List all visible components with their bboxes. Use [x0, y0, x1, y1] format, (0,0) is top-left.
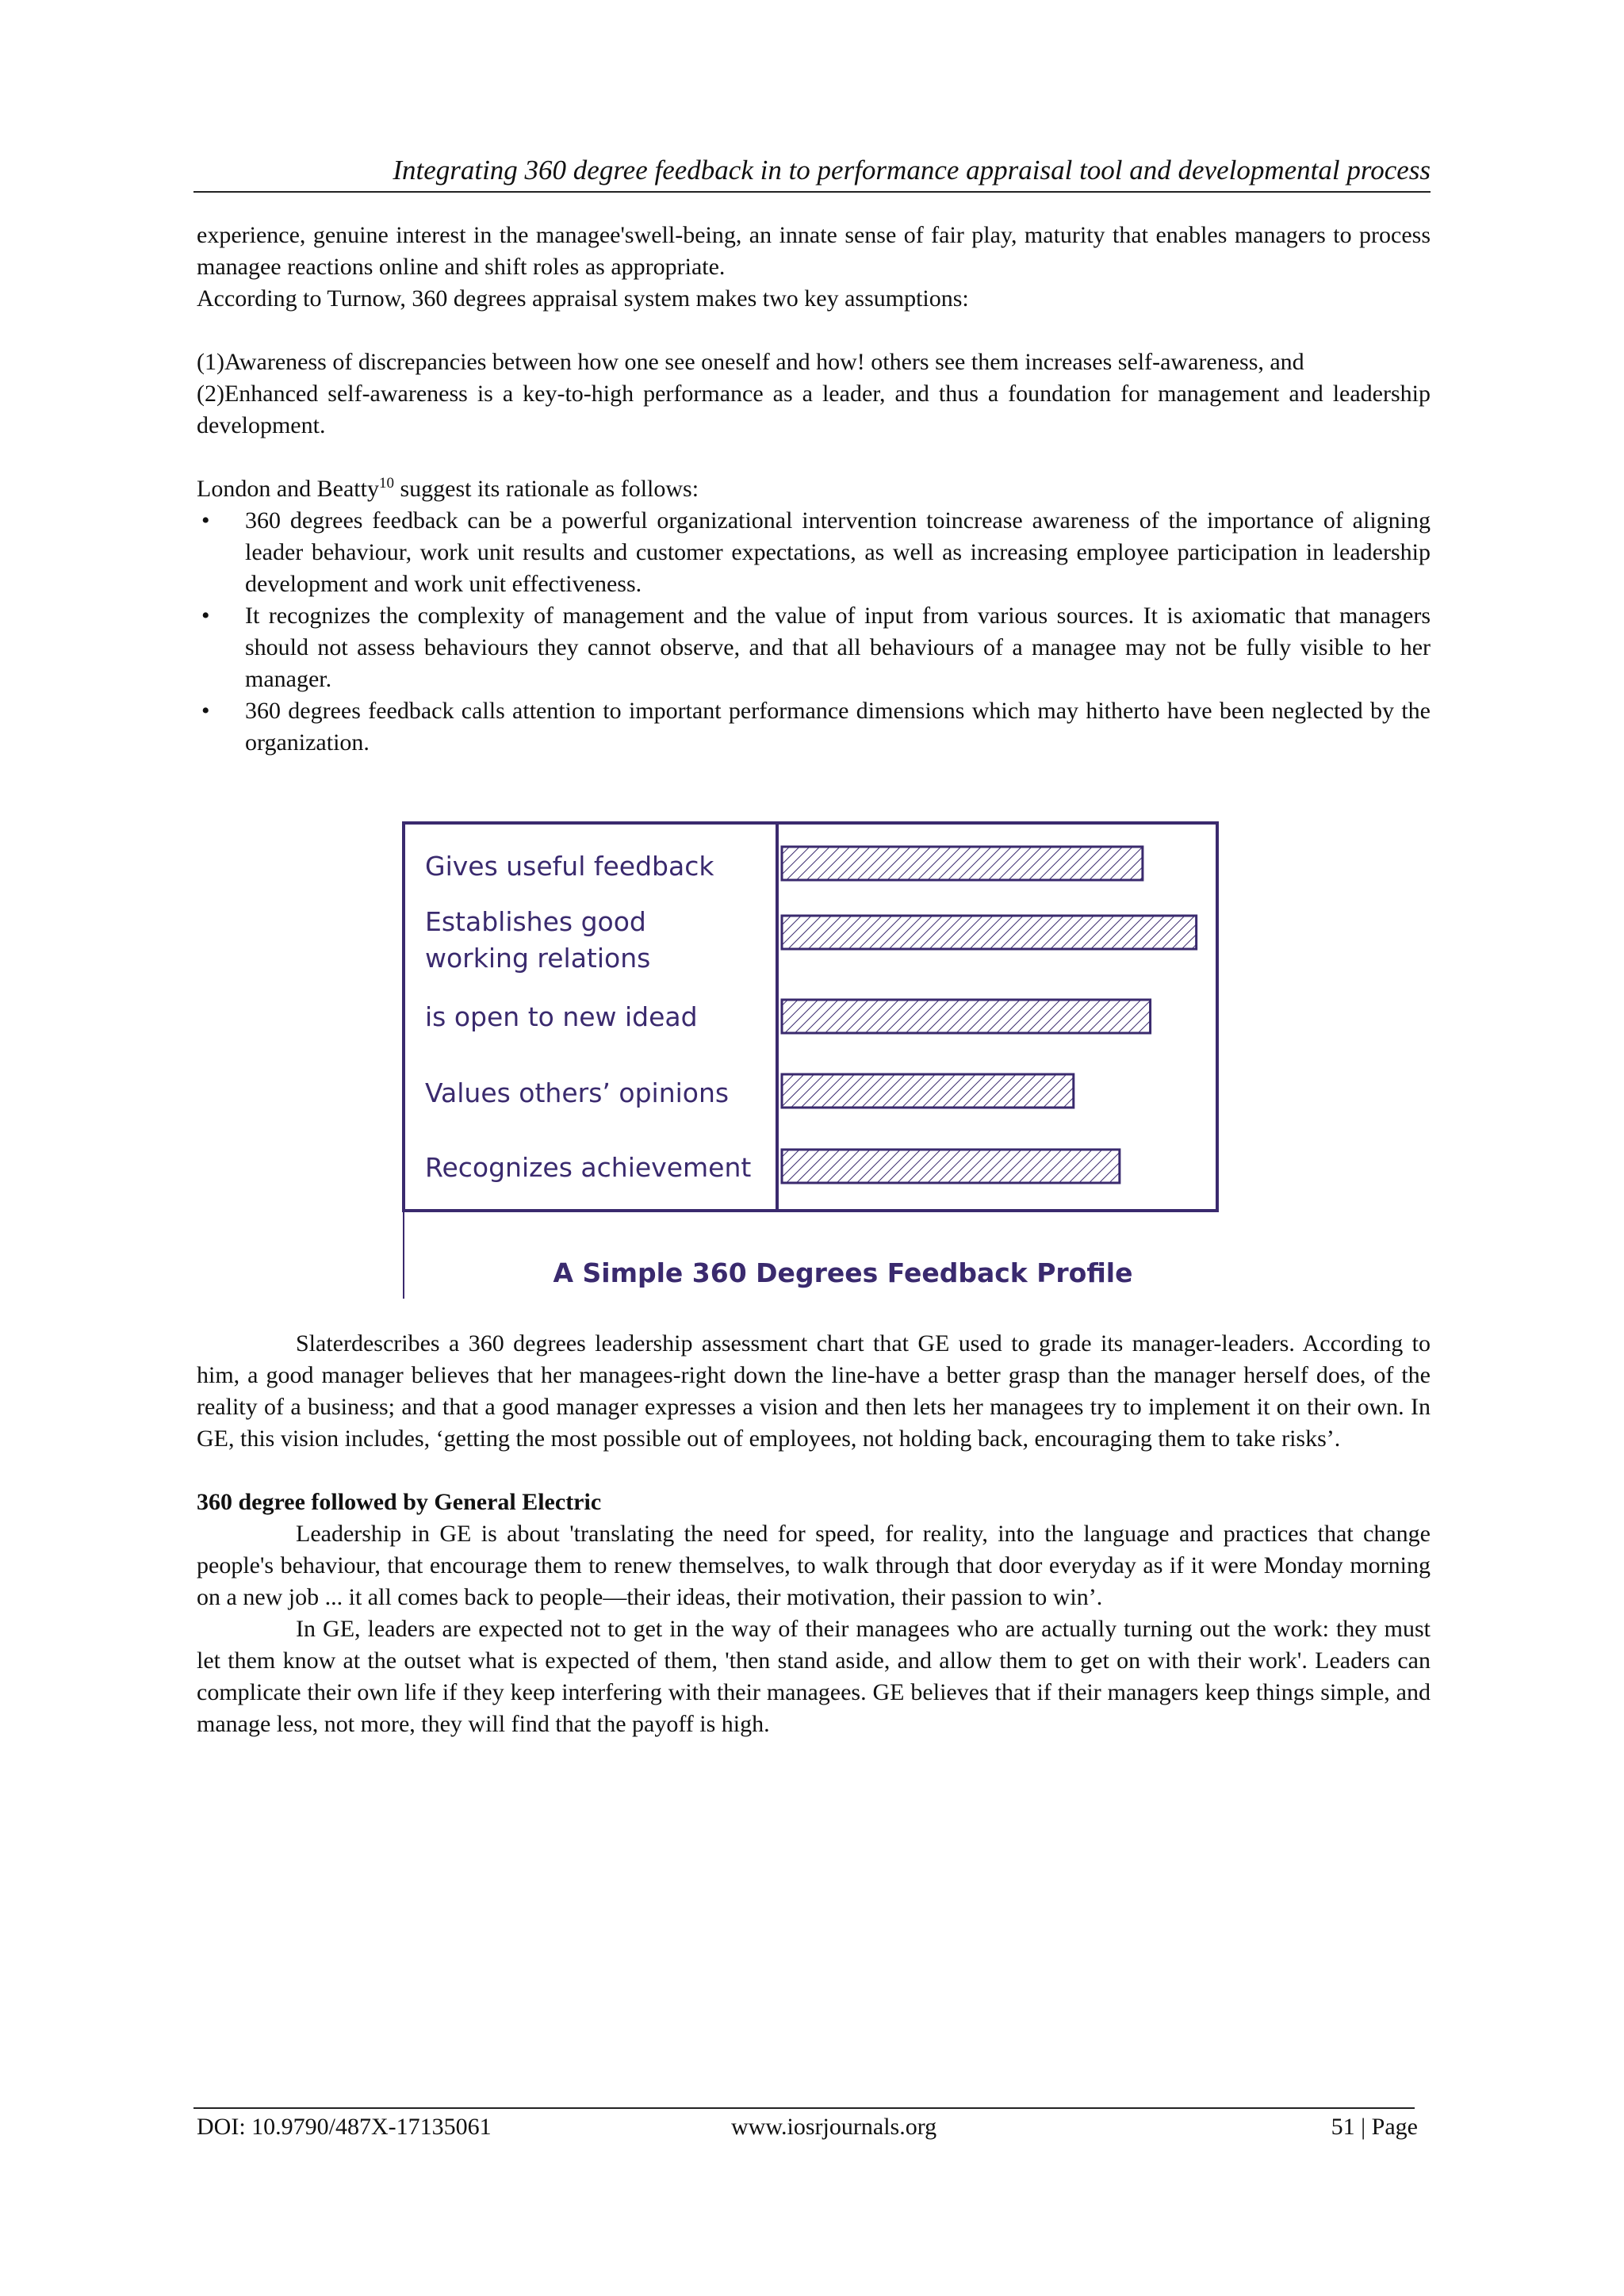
list-item [197, 600, 1431, 695]
rationale-intro [197, 473, 1431, 505]
running-header: Integrating 360 degree feedback in to performance appraisal tool and developmental process [393, 155, 1431, 186]
category-label: Establishes good [425, 906, 646, 937]
paragraph-ge-leadership: Leadership in GE is about 'translating the need for speed, for reality, into the language and practices that change people's behaviour, that encourage them to renew themselves, to walk through that door everyday as if it were Monday morning on a new job ... it all comes back to people—their ideas, their motivation, their passion to win’. [197, 1521, 1431, 1610]
footer-page-number: 51 | Page [1331, 2114, 1418, 2140]
bullet-icon: • [201, 507, 210, 534]
list-item [197, 695, 1431, 759]
section-heading-ge: 360 degree followed by General Electric [197, 1489, 602, 1515]
footer-website: www.iosrjournals.org [731, 2114, 937, 2140]
rationale-list [197, 505, 1431, 759]
chart-title: A Simple 360 Degrees Feedback Profile [553, 1257, 1133, 1288]
rationale-intro-text-end: suggest its rationale as follows: [393, 476, 699, 502]
assumption-1: (1)Awareness of discrepancies between how one see oneself and how! others see them increases self-awareness, and [197, 349, 1304, 375]
bar [782, 847, 1143, 880]
paragraph-ge-leaders: In GE, leaders are expected not to get in the way of their managees who are actually turning out the work: they must let them know at the outset what is expected of them, 'then stand aside, and allow them to get on with their work'. Leaders can complicate their own life if they keep interfering with their managees. GE believes that if their managers keep things simple, and manage less, not more, they will find that the payoff is high. [197, 1616, 1431, 1737]
bullet-icon: • [201, 698, 210, 724]
list-item-text: 360 degrees feedback calls attention to important performance dimensions which may hitherto have been neglected by the organization. [245, 698, 1431, 756]
bar [782, 1000, 1151, 1033]
category-label: is open to new idead [425, 1001, 698, 1032]
bar [782, 1074, 1074, 1108]
paragraph-slater: Slaterdescribes a 360 degrees leadership assessment chart that GE used to grade its manager-leaders. According to him, a good manager believes that her managees-right down the line-have a better grasp than the manager herself does, of the reality of a business; and that a good manager expresses a vision and then lets her managees try to implement it on their own. In GE, this vision includes, ‘getting the most possible out of employees, not holding back, encouraging them to take risks’. [197, 1330, 1431, 1452]
header-rule [193, 191, 1431, 193]
assumption-2: (2)Enhanced self-awareness is a key-to-high performance as a leader, and thus a foundation for management and leadership development. [197, 381, 1431, 438]
text-block-top [197, 220, 1431, 759]
category-label: working relations [425, 943, 651, 974]
feedback-profile-figure [401, 821, 1222, 1300]
paragraph-experience: experience, genuine interest in the managee'swell-being, an innate sense of fair play, maturity that enables managers to process managee reactions online and shift roles as appropriate. [197, 222, 1431, 280]
rationale-intro-text: London and Beatty [197, 476, 379, 502]
category-label: Gives useful feedback [425, 851, 714, 882]
bullet-icon: • [201, 603, 210, 629]
list-item-text: 360 degrees feedback can be a powerful organizational intervention toincrease awareness of the importance of aligning leader behaviour, work unit results and customer expectations, as well as increasing employee participation in leadership development and work unit effectiveness. [245, 507, 1431, 597]
footer-doi: DOI: 10.9790/487X-17135061 [197, 2114, 492, 2140]
bar [782, 1150, 1120, 1183]
list-item [197, 505, 1431, 600]
footer-rule [193, 2107, 1415, 2109]
paragraph-turnow: According to Turnow, 360 degrees appraisal system makes two key assumptions: [197, 285, 969, 312]
bar [782, 916, 1197, 949]
category-label: Values others’ opinions [425, 1077, 730, 1108]
category-label: Recognizes achievement [425, 1152, 752, 1183]
feedback-profile-chart [401, 821, 1222, 1300]
text-block-bottom [197, 1328, 1431, 1740]
list-item-text: It recognizes the complexity of management and the value of input from various sources. It is axiomatic that managers should not assess behaviours they cannot observe, and that all behaviours of a managee may not be fully visible to her manager. [245, 603, 1431, 692]
reference-marker: 10 [378, 475, 394, 492]
